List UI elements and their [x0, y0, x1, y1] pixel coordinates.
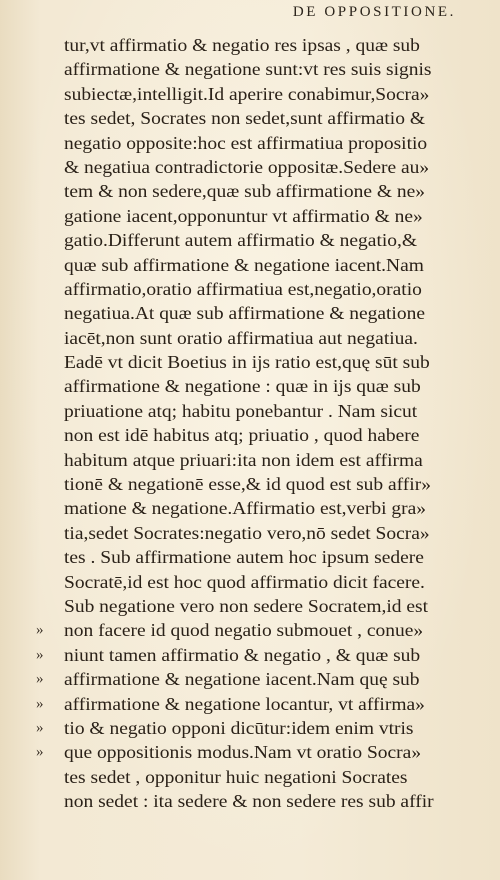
margin-quote-marker: » [36, 695, 44, 712]
text-line [64, 253, 464, 277]
text-line [64, 301, 464, 325]
line-text: affirmatione & negatione locantur, vt affirma» [64, 693, 425, 714]
text-line [64, 179, 464, 203]
running-head: DE OPPOSITIONE. [292, 4, 456, 20]
text-line [64, 326, 464, 350]
margin-quote-marker: » [36, 646, 44, 663]
text-line [64, 496, 464, 520]
line-text: Socratē,id est hoc quod affirmatio dicit facere. [64, 571, 425, 592]
text-block [36, 33, 464, 814]
line-text: matione & negatione.Affirmatio est,verbi gra» [64, 498, 427, 519]
line-text: habitum atque priuari:ita non idem est affirma [64, 449, 423, 470]
line-text: tes sedet, Socrates non sedet,sunt affirmatio & [64, 108, 425, 129]
text-line [64, 82, 464, 106]
line-text: tionē & negationē esse,& id quod est sub affir» [64, 474, 431, 495]
line-text: non sedet : ita sedere & non sedere res sub affir [64, 791, 434, 812]
line-text: gatio.Differunt autem affirmatio & negatio,& [64, 230, 418, 251]
line-text: non est idē habitus atq; priuatio , quod habere [64, 425, 420, 446]
margin-quote-marker: » [36, 622, 44, 639]
margin-quote-marker: » [36, 671, 44, 688]
line-text: negatio opposite:hoc est affirmatiua propositio [64, 132, 428, 153]
text-line [64, 33, 464, 57]
text-line [64, 228, 464, 252]
line-text: affirmatio,oratio affirmatiua est,negatio,oratio [64, 278, 422, 299]
line-text: tur,vt affirmatio & negatio res ipsas , quæ sub [64, 35, 420, 55]
text-line [64, 277, 464, 301]
text-line [36, 692, 464, 716]
text-line [64, 545, 464, 569]
text-line [64, 155, 464, 179]
line-text: affirmatione & negatione : quæ in ijs quæ sub [64, 376, 421, 397]
line-text: tes . Sub affirmatione autem hoc ipsum sedere [64, 547, 424, 568]
line-text: Eadē vt dicit Boetius in ijs ratio est,quę sūt sub [64, 352, 430, 373]
text-line [64, 789, 464, 813]
text-line [36, 740, 464, 764]
text-line [64, 570, 464, 594]
text-line [36, 618, 464, 642]
text-line [64, 57, 464, 81]
line-text: & negatiua contradictorie oppositæ.Sedere au» [64, 156, 430, 177]
text-line [64, 521, 464, 545]
line-text: negatiua.At quæ sub affirmatione & negatione [64, 303, 425, 324]
line-text: non facere id quod negatio submouet , conue» [64, 620, 424, 641]
line-text: affirmatione & negatione iacent.Nam quę sub [64, 669, 420, 690]
line-text: quæ sub affirmatione & negatione iacent.Nam [64, 254, 424, 275]
line-text: tes sedet , opponitur huic negationi Socrates [64, 766, 408, 787]
text-line [36, 643, 464, 667]
line-text: iacēt,non sunt oratio affirmatiua aut negatiua. [64, 327, 418, 348]
line-text: gatione iacent,opponuntur vt affirmatio & ne» [64, 205, 423, 226]
text-line [64, 204, 464, 228]
text-line [64, 765, 464, 789]
line-text: subiectæ,intelligit.Id aperire conabimur,Socra» [64, 83, 430, 104]
text-line [64, 106, 464, 130]
text-line [64, 399, 464, 423]
text-line [64, 448, 464, 472]
line-text: tem & non sedere,quæ sub affirmatione & ne» [64, 181, 425, 202]
line-text: que oppositionis modus.Nam vt oratio Socra» [64, 742, 422, 763]
text-line [36, 716, 464, 740]
line-text: tia,sedet Socrates:negatio vero,nō sedet Socra» [64, 522, 430, 543]
text-line [64, 131, 464, 155]
text-line [64, 594, 464, 618]
line-text: priuatione atq; habitu ponebantur . Nam sicut [64, 400, 418, 421]
text-line [36, 667, 464, 691]
line-text: affirmatione & negatione sunt:vt res suis signis [64, 59, 432, 80]
line-text: tio & negatio opponi dicūtur:idem enim vtris [64, 717, 414, 738]
line-text: Sub negatione vero non sedere Socratem,id est [64, 595, 429, 616]
margin-quote-marker: » [36, 719, 44, 736]
text-line [64, 472, 464, 496]
margin-quote-marker: » [36, 744, 44, 761]
line-text: niunt tamen affirmatio & negatio , & quæ sub [64, 644, 421, 665]
text-line [64, 423, 464, 447]
text-line [64, 350, 464, 374]
text-line [64, 374, 464, 398]
